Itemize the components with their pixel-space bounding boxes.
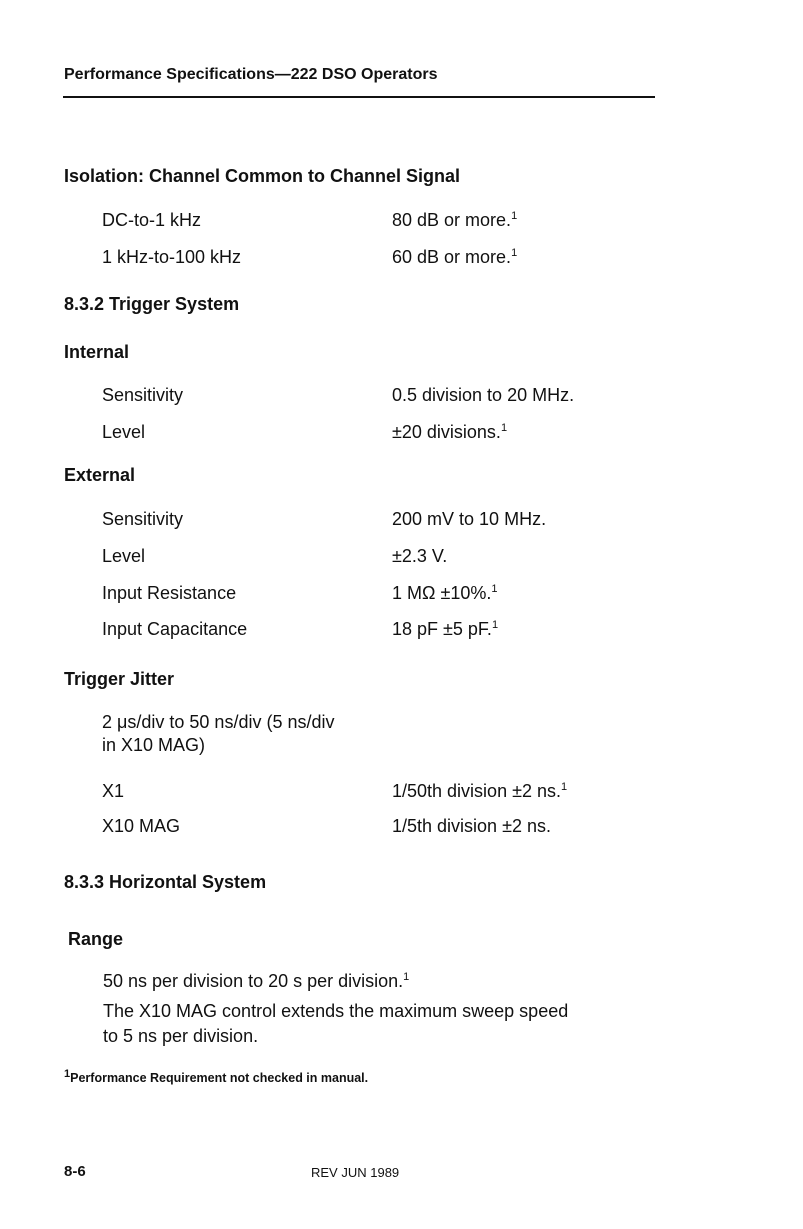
jitter-row-1-value: 1/50th division ±2 ns.$^1$ — [392, 781, 568, 801]
range-note-line-1: The X10 MAG control extends the maximum sweep speed — [103, 1001, 569, 1021]
external-row-3-value: 1 MΩ ±10%.$^1$ — [392, 583, 498, 603]
revision-date: REV JUN 1989 — [311, 1165, 400, 1180]
footnote-ref: 1 — [491, 619, 499, 631]
jitter-row-2-label: X10 MAG — [102, 816, 181, 836]
footnote — [64, 1067, 369, 1085]
header-rule — [63, 96, 655, 98]
trigger-section-heading: 8.3.2 Trigger System — [64, 294, 240, 314]
internal-row-1-value: 0.5 division to 20 MHz. — [392, 385, 575, 405]
trigger-jitter-heading: Trigger Jitter — [64, 669, 175, 689]
isolation-row-1-label: DC-to-1 kHz — [102, 210, 202, 230]
isolation-row-2-value: 60 dB or more.$^1$ — [392, 247, 518, 267]
footnote-ref: 1 — [491, 583, 498, 595]
external-row-2-label: Level — [102, 546, 146, 566]
horizontal-section-heading: 8.3.3 Horizontal System — [64, 872, 267, 892]
isolation-row-2-label: 1 kHz-to-100 kHz — [102, 247, 242, 267]
isolation-heading: Isolation: Channel Common to Channel Signal — [64, 166, 461, 186]
jitter-note-line-1: 2 μs/div to 50 ns/div (5 ns/div — [102, 712, 335, 732]
internal-row-1-label: Sensitivity — [102, 385, 184, 405]
internal-row-2-value: ±20 divisions.$^1$ — [392, 422, 508, 442]
external-row-4-label: Input Capacitance — [102, 619, 248, 639]
jitter-row-1-label: X1 — [102, 781, 125, 801]
footnote-marker: 1 — [64, 1067, 71, 1080]
footnote-ref: 1 — [560, 781, 568, 793]
page-number: 8-6 — [64, 1163, 86, 1180]
footnote-ref: 1 — [403, 971, 410, 983]
running-head: Performance Specifications—222 DSO Operators — [64, 66, 438, 83]
footnote-text: Performance Requirement not checked in manual. — [70, 1071, 369, 1085]
external-row-4-value: 18 pF ±5 pF.$^1$ — [392, 619, 499, 639]
internal-heading: Internal — [64, 342, 130, 362]
external-row-3-label: Input Resistance — [102, 583, 237, 603]
jitter-row-2-value: 1/5th division ±2 ns. — [392, 816, 551, 836]
footnote-ref: 1 — [511, 247, 518, 259]
external-row-1-value: 200 mV to 10 MHz. — [392, 509, 547, 529]
jitter-note-line-2: in X10 MAG) — [102, 735, 206, 755]
isolation-row-1-value: 80 dB or more.$^1$ — [392, 210, 518, 230]
external-row-2-value: ±2.3 V. — [392, 546, 448, 566]
footnote-ref: 1 — [500, 422, 508, 434]
internal-row-2-label: Level — [102, 422, 146, 442]
range-note-line-2: to 5 ns per division. — [103, 1026, 259, 1046]
range-line: 50 ns per division to 20 s per division.$^1$ — [103, 971, 410, 991]
range-heading: Range — [68, 929, 124, 949]
footnote-ref: 1 — [511, 210, 518, 222]
external-heading: External — [64, 465, 136, 485]
external-row-1-label: Sensitivity — [102, 509, 184, 529]
